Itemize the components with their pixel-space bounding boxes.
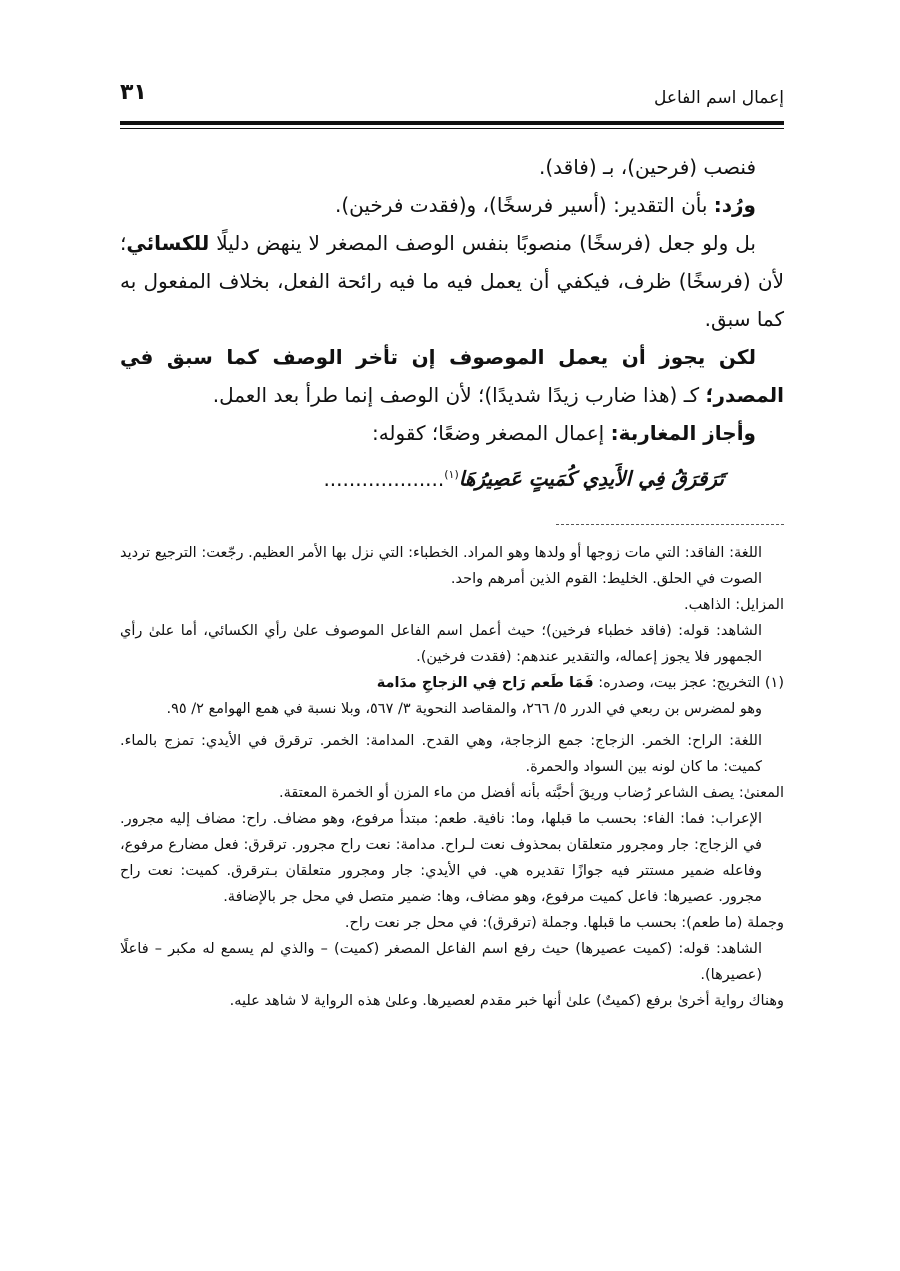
paragraph: وأجاز المغاربة: إعمال المصغر وضعًا؛ كقوله: [371,421,756,445]
running-title: إعمال اسم الفاعل [653,88,784,108]
header-rule-thick [120,121,784,125]
footnote-paragraph: اللغة: الراح: الخمر. الزجاج: جمع الزجاجة، وهي القدح. المدامة: الخمر. ترقرق في الأيدي: تمزج بالماء. كميت: ما كان لونه بين السواد والحمرة. [120,733,762,775]
page-header [120,82,784,120]
footnote-paragraph: وهناك رواية أخرىٰ برفع (كميتٌ) علىٰ أنها خبر مقدم لعصيرها. وعلىٰ هذه الرواية لا شاهد عليه. [229,993,784,1009]
footnote-paragraph: (١) التخريج: عجز بيت، وصدره: فَمَا طَعم رَاح فِي الزجاجِ مدَامة [376,675,784,691]
footnote-paragraph: المزايل: الذاهب. [684,597,784,613]
main-text [120,148,784,498]
page-number: ٣١ [120,80,147,105]
footnote-paragraph: المعنىٰ: يصف الشاعر رُضاب وريقَ أحبَّته بأنه أفضل من ماء المزن أو الخمرة المعتقة. [279,785,784,801]
footnote-paragraph: الإعراب: فما: الفاء: بحسب ما قبلها، وما: نافية. طعم: مبتدأ مرفوع، وهو مضاف. راح: مضاف إليه مجرور. في الزجاج: جار ومجرور متعلقان بمحذوف نعت لـراح. مدامة: نعت راح مجرور. ترقرق: فعل مضارع مرفوع، وفاعله ضمير مستتر فيه جوازًا تقديره هي. في الأيدي: جار ومجرور متعلقان بـترقرق. كميت: نعت راح مجرور. عصيرها: فاعل كميت مرفوع، وهو مضاف، وها: ضمير متصل في محل جر بالإضافة. [120,811,762,905]
footnote-paragraph: وهو لمضرس بن ربعي في الدرر ٥/ ٢٦٦، والمقاصد النحوية ٣/ ٥٦٧، وبلا نسبة في همع الهوامع ٢/ ٩٥. [166,701,762,717]
paragraph: فنصب (فرحين)، بـ (فاقد). [538,155,756,179]
footnote-separator [556,524,784,525]
paragraph: لكن يجوز أن يعمل الموصوف إن تأخر الوصف كما سبق في المصدر؛ كـ (هذا ضارب زيدًا شديدًا)؛ لأن الوصف إنما طرأ بعد العمل. [120,345,784,407]
footnote-paragraph: الشاهد: قوله: (كميت عصيرها) حيث رفع اسم الفاعل المصغر (كميت) – والذي لم يسمع له مكبر – فاعلًا (عصيرها). [120,941,762,983]
verse-line: تَرَقرَقُ فِي الأَيدِي كُمَيتٍ عَصِيرُهَا$^{(١)}$................... [323,466,724,491]
footnote-paragraph: اللغة: الفاقد: التي مات زوجها أو ولدها وهو المراد. الخطباء: التي نزل بها الأمر العظيم. رجّعت: الترجيع ترديد الصوت في الحلق. الخليط: القوم الذين أمرهم واحد. [120,545,762,587]
header-rule-thin [120,128,784,129]
footnote-paragraph: وجملة (ما طعم): بحسب ما قبلها. وجملة (ترقرق): في محل جر نعت راح. [344,915,784,931]
paragraph: ورُد: بأن التقدير: (أسير فرسخًا)، و(فقدت فرخين). [335,193,756,217]
paragraph: بل ولو جعل (فرسخًا) منصوبًا بنفس الوصف المصغر لا ينهض دليلًا للكسائي؛ لأن (فرسخًا) ظرف، فيكفي أن يعمل فيه ما فيه رائحة الفعل، بخلاف المفعول به كما سبق. [120,231,784,331]
footnotes [120,540,784,1014]
footnote-paragraph: الشاهد: قوله: (فاقد خطباء فرخين)؛ حيث أعمل اسم الفاعل الموصوف علىٰ رأي الكسائي، أما علىٰ رأي الجمهور فلا يجوز إعماله، والتقدير عندهم: (فقدت فرخين). [120,623,762,665]
